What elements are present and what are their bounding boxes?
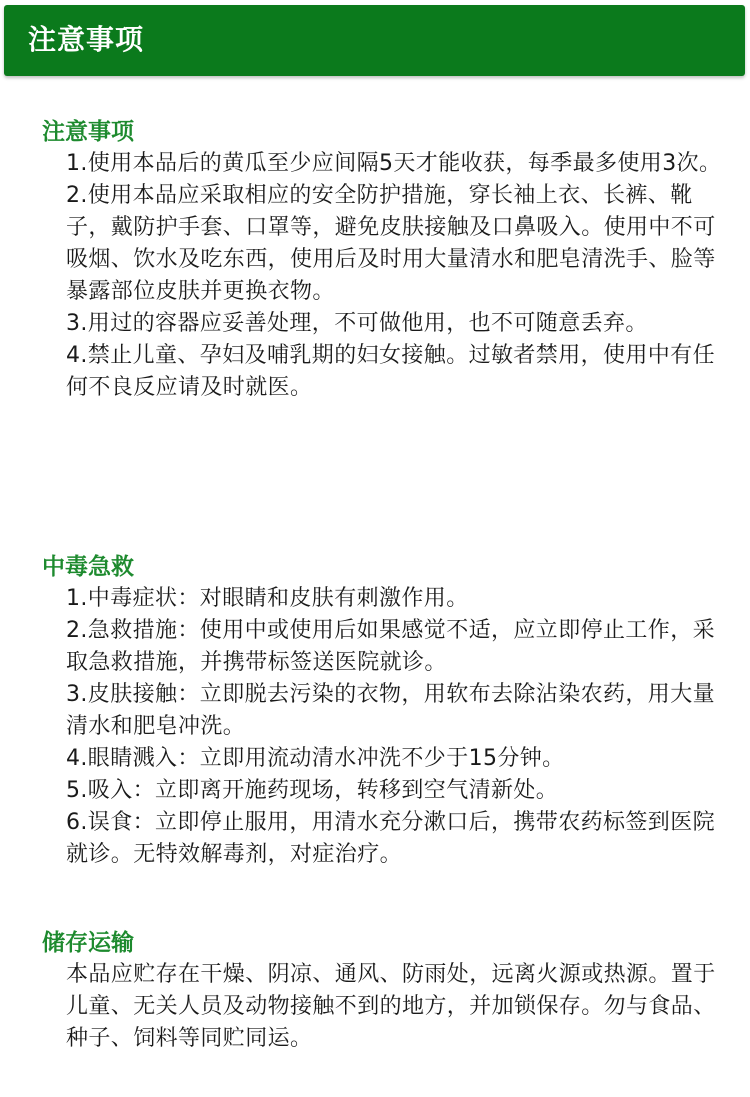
list-item: 4.眼睛溅入：立即用流动清水冲洗不少于15分钟。 [66, 746, 565, 771]
list-item: 1.中毒症状：对眼睛和皮肤有刺激作用。 [66, 586, 469, 611]
list-item: 5.吸入：立即离开施药现场，转移到空气清新处。 [66, 778, 559, 803]
section-heading: 注意事项 [42, 119, 134, 145]
precautions-list [42, 148, 722, 404]
list-item: 1.使用本品后的黄瓜至少应间隔5天才能收获，每季最多使用3次。 [66, 151, 722, 176]
section-heading: 中毒急救 [42, 554, 134, 580]
section-storage-transport [42, 927, 722, 1055]
list-item: 2.急救措施：使用中或使用后如果感觉不适，应立即停止工作，采取急救措施，并携带标签送医院就诊。 [66, 618, 715, 675]
list-item: 本品应贮存在干燥、阴凉、通风、防雨处，远离火源或热源。置于儿童、无关人员及动物接触不到的地方，并加锁保存。勿与食品、种子、饲料等同贮同运。 [66, 962, 716, 1051]
first-aid-list [42, 583, 722, 871]
list-item: 2.使用本品应采取相应的安全防护措施，穿长袖上衣、长裤、靴子，戴防护手套、口罩等，避免皮肤接触及口鼻吸入。使用中不可吸烟、饮水及吃东西，使用后及时用大量清水和肥皂清洗手、脸等暴露部位皮肤并更换衣物。 [66, 183, 716, 304]
section-first-aid [42, 551, 722, 871]
banner-title: 注意事项 [28, 23, 145, 56]
list-item: 4.禁止儿童、孕妇及哺乳期的妇女接触。过敏者禁用，使用中有任何不良反应请及时就医。 [66, 343, 715, 400]
list-item: 6.误食：立即停止服用，用清水充分漱口后，携带农药标签到医院就诊。无特效解毒剂，对症治疗。 [66, 810, 715, 867]
storage-list [42, 959, 722, 1055]
section-heading: 储存运输 [42, 930, 134, 956]
list-item: 3.用过的容器应妥善处理，不可做他用，也不可随意丢弃。 [66, 311, 648, 336]
list-item: 3.皮肤接触：立即脱去污染的衣物，用软布去除沾染农药，用大量清水和肥皂冲洗。 [66, 682, 715, 739]
section-precautions [42, 116, 722, 404]
title-banner [4, 5, 745, 76]
